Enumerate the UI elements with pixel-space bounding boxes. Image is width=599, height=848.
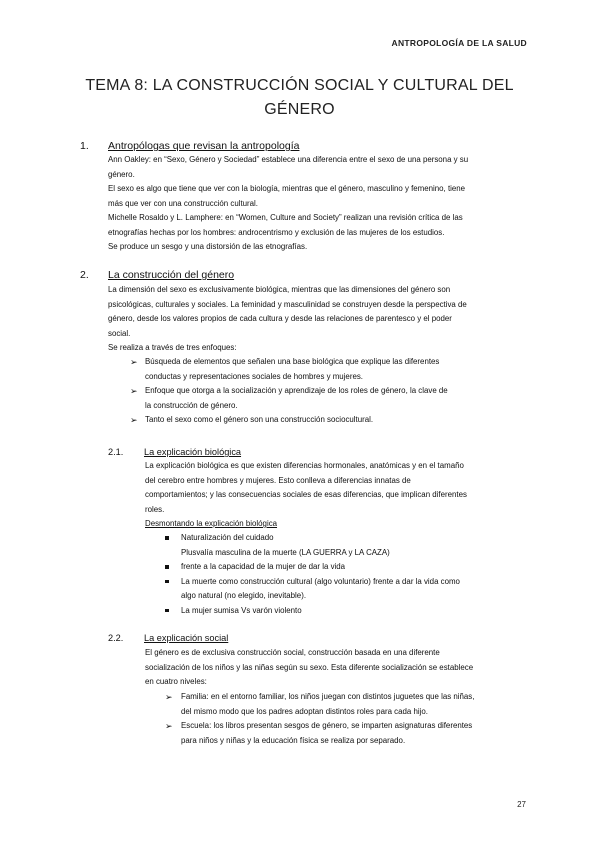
- subheading: Desmontando la explicación biológica: [145, 519, 278, 528]
- text-line: conductas y representaciones sociales de hombres y mujeres.: [145, 371, 363, 381]
- subsection-2-2-bullets: [165, 690, 475, 748]
- list-item: [181, 604, 460, 619]
- text-line: género, desde los valores propios de cada cultura y desde las relaciones de parentesco y el poder: [108, 314, 452, 323]
- text-line: Michelle Rosaldo y L. Lamphere: en “Women, Culture and Society” realizan una revisión crítica de las: [108, 213, 463, 222]
- square-bullet-icon: [165, 565, 169, 569]
- list-item: [130, 413, 448, 428]
- arrow-bullet-icon: ➢: [130, 357, 138, 367]
- text-line: más que ver con una construcción cultural.: [108, 198, 258, 208]
- list-item: [165, 719, 474, 748]
- text-line: para niños y niñas y la educación física se realiza por separado.: [181, 735, 406, 745]
- text-line: Naturalización del cuidado: [181, 533, 274, 542]
- subsection-2-1-body: [145, 459, 467, 532]
- section-title: La construcción del género: [108, 269, 235, 281]
- text-line: género.: [108, 169, 135, 179]
- text-line: La explicación biológica es que existen diferencias hormonales, anatómicas y en el tamaño: [145, 461, 464, 470]
- square-bullet-icon: [165, 580, 169, 584]
- text-line: Escuela: los libros presentan sesgos de género, se imparten asignaturas diferentes: [181, 721, 473, 730]
- list-item: [181, 575, 460, 604]
- subsection-2-1-list: [181, 531, 460, 618]
- page-title: [70, 74, 529, 122]
- text-line: socialización de los niños y las niñas según su sexo. Esta diferente socialización se establece: [145, 662, 474, 672]
- text-line: social.: [108, 328, 131, 338]
- arrow-bullet-icon: ➢: [130, 386, 138, 396]
- running-header: ANTROPOLOGÍA DE LA SALUD: [391, 38, 527, 48]
- text-line: en cuatro niveles:: [145, 677, 207, 686]
- text-line: Enfoque que otorga a la socialización y aprendizaje de los roles de género, la clave de: [145, 386, 448, 395]
- text-line: del cerebro entre hombres y mujeres. Esto conlleva a diferencias innatas de: [145, 475, 411, 485]
- text-line: comportamientos; y las consecuencias sociales de esas diferencias, que implican diferentes: [145, 490, 467, 499]
- text-line: El género es de exclusiva construcción social, construcción basada en una diferente: [145, 648, 440, 657]
- list-item: [165, 690, 475, 719]
- text-line: La muerte como construcción cultural (algo voluntario) frente a dar la vida como: [181, 576, 460, 586]
- arrow-bullet-icon: ➢: [130, 415, 138, 425]
- arrow-bullet-icon: ➢: [165, 721, 173, 731]
- text-line: la construcción de género.: [145, 400, 238, 410]
- text-line: Se produce un sesgo y una distorsión de las etnografías.: [108, 242, 308, 251]
- subsection-number: 2.2.: [108, 633, 124, 643]
- section-1-body: [108, 153, 468, 255]
- list-item: [130, 384, 448, 413]
- list-item: [181, 560, 460, 575]
- page-number: 27: [517, 800, 526, 809]
- section-title: Antropólogas que revisan la antropología: [108, 140, 300, 152]
- section-number: 1.: [80, 140, 89, 152]
- text-line: Tanto el sexo como el género son una construcción sociocultural.: [145, 415, 374, 424]
- list-item: [130, 355, 448, 384]
- section-number: 2.: [80, 269, 89, 281]
- subsection-2-2-body: [145, 646, 473, 690]
- text-line: Ann Oakley: en “Sexo, Género y Sociedad” establece una diferencia entre el sexo de una persona y su: [108, 155, 469, 164]
- text-line: etnografías hechas por los hombres: androcentrismo y exclusión de las mujeres de los estudios.: [108, 227, 445, 237]
- text-line: El sexo es algo que tiene que ver con la biología, mientras que el género, masculino y femenino, tiene: [108, 184, 466, 193]
- text-line: Búsqueda de elementos que señalen una base biológica que explique las diferentes: [145, 357, 440, 366]
- list-item: [181, 531, 460, 560]
- text-line: Se realiza a través de tres enfoques:: [108, 343, 237, 352]
- text-line: algo natural (no elegido, inevitable).: [181, 591, 307, 600]
- title-line-1: TEMA 8: LA CONSTRUCCIÓN SOCIAL Y CULTURAL DEL: [85, 77, 514, 94]
- section-2-bullets: [130, 355, 448, 428]
- text-line: La dimensión del sexo es exclusivamente biológica, mientras que las dimensiones del género son: [108, 285, 451, 294]
- text-line: del mismo modo que los padres adoptan distintos roles para cada hijo.: [181, 706, 428, 716]
- square-bullet-icon: [165, 609, 169, 613]
- section-2-body: [108, 283, 467, 356]
- subsection-number: 2.1.: [108, 447, 124, 457]
- text-line: Plusvalía masculina de la muerte (LA GUERRA y LA CAZA): [181, 547, 390, 557]
- subsection-title: La explicación social: [144, 633, 229, 643]
- arrow-bullet-icon: ➢: [165, 692, 173, 702]
- text-line: frente a la capacidad de la mujer de dar la vida: [181, 562, 346, 571]
- text-line: Familia: en el entorno familiar, los niños juegan con distintos juguetes que las niñas,: [181, 692, 475, 701]
- square-bullet-icon: [165, 536, 169, 540]
- text-line: La mujer sumisa Vs varón violento: [181, 605, 302, 615]
- text-line: psicológicas, culturales y sociales. La feminidad y masculinidad se construyen desde la perspectiva de: [108, 299, 467, 309]
- title-line-2: GÉNERO: [264, 101, 335, 118]
- text-line: roles.: [145, 504, 165, 514]
- subsection-title: La explicación biológica: [144, 447, 242, 457]
